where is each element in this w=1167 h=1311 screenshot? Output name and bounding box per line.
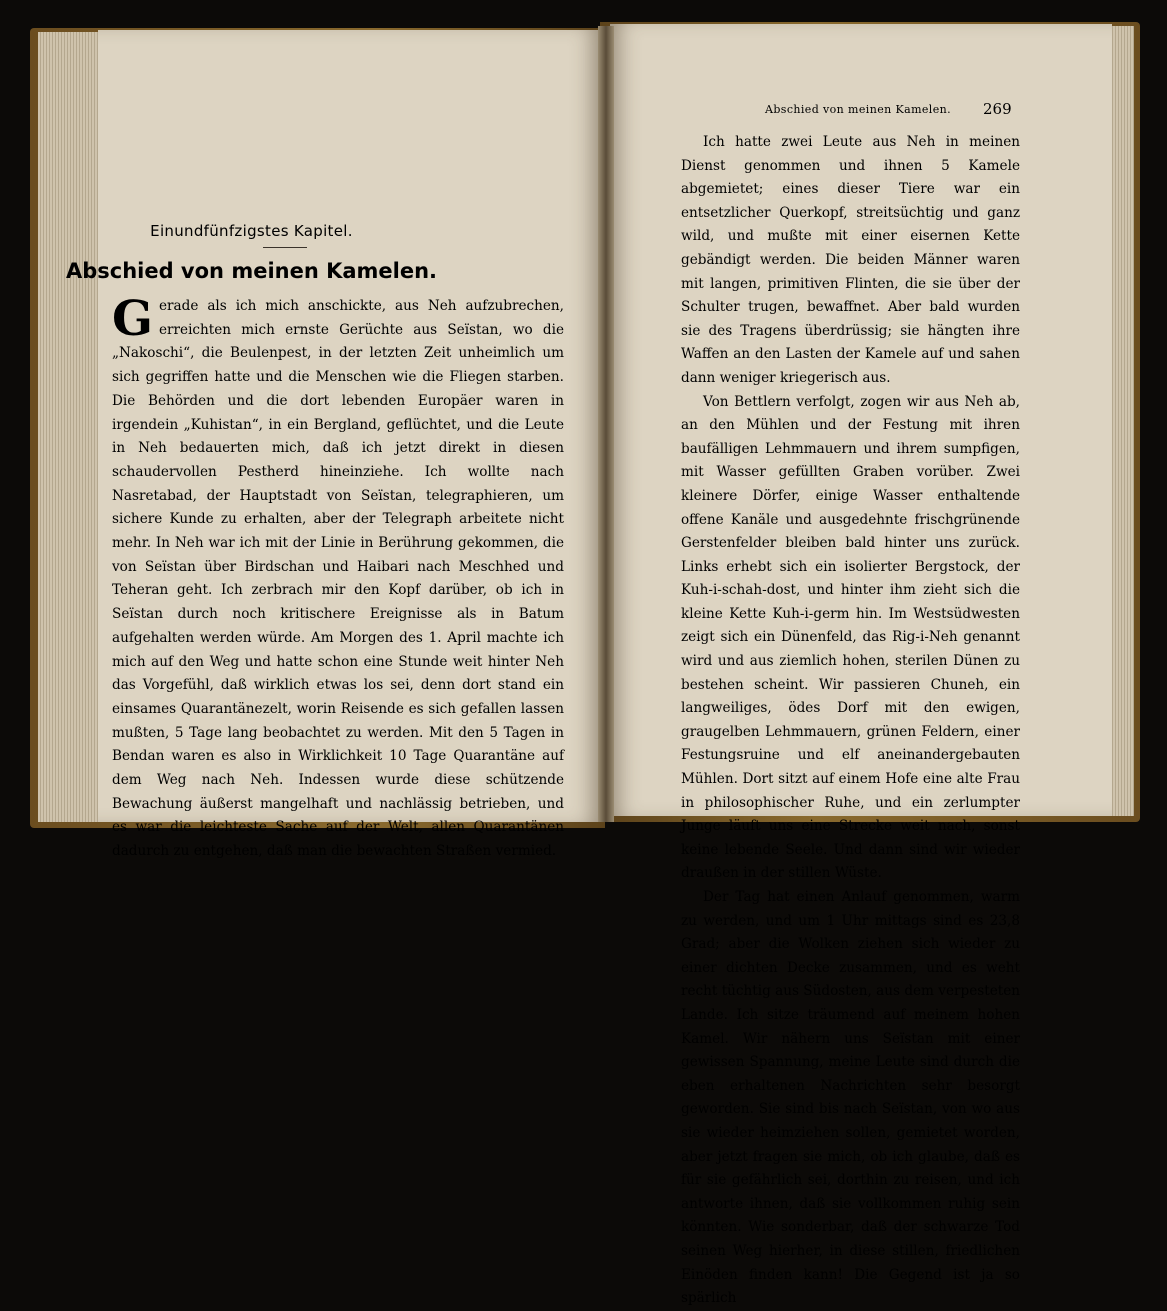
page-edges-left <box>38 32 102 822</box>
paragraph: Der Tag hat einen Anlauf genommen, warm zu werden, und um 1 Uhr mittags sind es 23,8 Grad; aber die Wolken ziehen sich wieder zu einer dichten Decke zusammen, und es weht recht tüchtig aus Südosten, aus dem verpesteten Lande. Ich sitze träumend auf meinem hohen Kamel. Wir nähern uns Seïstan mit einer gewissen Spannung, meine Leute sind durch die eben erhaltenen Nachrichten sehr besorgt geworden. Sie sind bis nach Seïstan, von wo aus sie wieder heimziehen sollen, gemietet worden, aber jetzt fragen sie mich, ob ich glaube, daß es für sie gefährlich sei, dorthin zu reisen, und ich antworte ihnen, daß sie vollkommen ruhig sein könnten. Wie sonderbar, daß der schwarze Tod seinen Weg hierher, in diese stillen, friedlichen Einöden finden kann! Die Gegend ist ja so spärlich <box>681 889 1020 1307</box>
running-head: Abschied von meinen Kamelen. <box>765 103 952 116</box>
page-number: 269 <box>983 100 1012 118</box>
chapter-title: Abschied von meinen Kamelen. <box>65 259 438 283</box>
page-edges-right <box>1112 26 1134 816</box>
paragraph: Ich hatte zwei Leute aus Neh in meinen Dienst genommen und ihnen 5 Kamele abgemietet; eines dieser Tiere war ein entsetzlicher Querkopf, streitsüchtig und ganz wild, und mußte mit einer eisernen Kette gebändigt werden. Die beiden Männer waren mit langen, primitiven Flinten, die sie über der Schulter trugen, bewaffnet. Aber bald wurden sie des Tragens überdrüssig; sie hängten ihre Waffen an den Lasten der Kamele auf und sahen dann weniger kriegerisch aus. <box>681 134 1020 386</box>
left-body-text <box>112 291 564 864</box>
paragraph: Von Bettlern verfolgt, zogen wir aus Neh ab, an den Mühlen und der Festung mit ihren baufälligen Lehmmauern und ihrem sumpfigen, mit Wasser gefüllten Graben vorüber. Zwei kleinere Dörfer, einige Wasser enthaltende offene Kanäle und ausgedehnte frischgrünende Gerstenfelder bleiben bald hinter uns zurück. Links erhebt sich ein isolierter Bergstock, der Kuh-i-schah-dost, und hinter ihm zieht sich die kleine Kette Kuh-i-germ hin. Im Westsüdwesten zeigt sich ein Dünenfeld, das Rig-i-Neh genannt wird und aus ziemlich hohen, sterilen Dünen zu bestehen scheint. Wir passieren Chuneh, ein langweiliges, ödes Dorf mit den ewigen, graugelben Lehmmauern, grünen Feldern, einer Festungsruine und elf aneinandergebauten Mühlen. Dort sitzt auf einem Hofe eine alte Frau in philosophischer Ruhe, und ein zerlumpter Junge läuft uns eine Strecke weit nach, sonst keine lebende Seele. Und dann sind wir wieder draußen in der stillen Wüste. <box>681 393 1020 882</box>
chapter-number: Einundfünfzigstes Kapitel. <box>150 222 353 240</box>
book-gutter <box>598 26 614 822</box>
drop-cap: G <box>112 291 153 347</box>
opening-paragraph-text: erade als ich mich anschickte, aus Neh aufzubrechen, erreichten mich ernste Gerüchte aus Seïstan, wo die „Nakoschi“, die Beulenpest, in der letzten Zeit unheimlich um sich gegriffen hatte und die Menschen wie die Fliegen starben. Die Behörden und die dort lebenden Europäer waren in irgendein „Kuhistan“, in ein Bergland, geflüchtet, und die Leute in Neh bedauerten mich, daß ich jetzt direkt in diesen schaudervollen Pestherd hineinziehe. Ich wollte nach Nasretabad, der Hauptstadt von Seïstan, telegraphieren, um sichere Kunde zu erhalten, aber der Telegraph arbeitete nicht mehr. In Neh war ich mit der Linie in Berührung gekommen, die von Seïstan über Birdschan und Haibari nach Meschhed und Teheran geht. Ich zerbrach mir den Kopf darüber, ob ich in Seïstan durch noch kritischere Ereignisse als in Batum aufgehalten werden würde. Am Morgen des 1. April machte ich mich auf den Weg und hatte schon eine Stunde weit hinter Neh das Vorgefühl, daß wirklich etwas los sei, denn dort stand ein einsames Quarantänezelt, worin Reisende es sich gefallen lassen mußten, 5 Tage lang beobachtet zu werden. Mit den 5 Tagen in Bendan waren es also in Wirklichkeit 10 Tage Quarantäne auf dem Weg nach Neh. Indessen wurde diese schützende Bewachung äußerst mangelhaft und nachlässig betrieben, und es war die leichteste Sache auf der Welt, allen Quarantänen dadurch zu entgehen, daß man die bewachten Straßen vermied. <box>112 298 564 860</box>
right-body-text <box>681 131 1020 1311</box>
chapter-divider <box>263 247 307 248</box>
opening-paragraph <box>112 291 564 864</box>
